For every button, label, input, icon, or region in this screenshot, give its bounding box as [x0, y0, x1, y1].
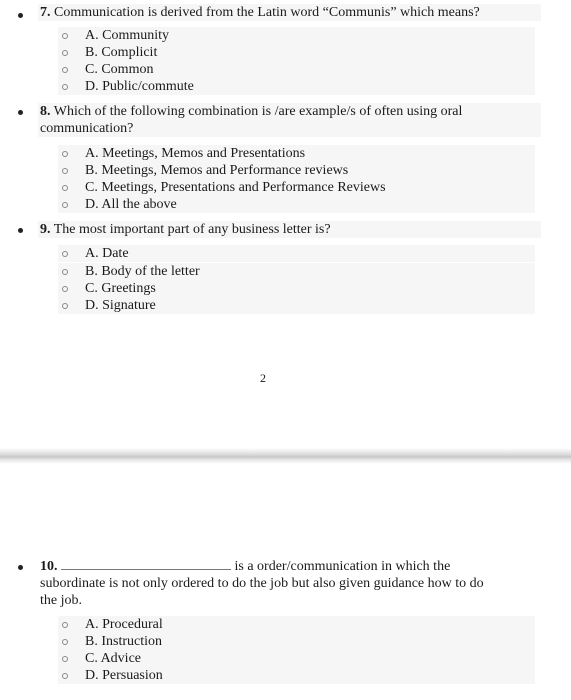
option-label: C. Meetings, Presentations and Performance Reviews — [85, 180, 386, 195]
option-label: A. Community — [85, 28, 170, 43]
option — [58, 297, 535, 314]
bullet — [18, 228, 23, 233]
question-body-line1: Which of the following combination is /are example/s of often using oral — [53, 104, 463, 119]
option — [58, 44, 535, 61]
question-number: 10. — [40, 559, 58, 574]
option — [58, 162, 535, 179]
question-number: 8. — [40, 104, 51, 119]
question-body-line2: communication? — [40, 121, 134, 136]
bullet — [18, 565, 23, 570]
option — [58, 667, 535, 684]
page-number: 2 — [260, 371, 266, 385]
option-label: B. Body of the letter — [85, 264, 200, 279]
circle-bullet-icon — [62, 151, 68, 157]
option-label: A. Meetings, Memos and Presentations — [85, 146, 306, 161]
answer-blank — [61, 557, 231, 570]
option — [58, 263, 535, 280]
question-number: 7. — [40, 5, 51, 20]
option-label: D. All the above — [85, 197, 177, 212]
option — [58, 179, 535, 196]
circle-bullet-icon — [62, 251, 68, 257]
option — [58, 650, 535, 667]
circle-bullet-icon — [62, 50, 68, 56]
circle-bullet-icon — [62, 33, 68, 39]
option-label: D. Public/commute — [85, 79, 194, 94]
option — [58, 633, 535, 650]
option-label: B. Complicit — [85, 45, 158, 60]
option-label: C. Advice — [85, 651, 141, 666]
question-text — [38, 557, 541, 609]
option-label: B. Instruction — [85, 634, 162, 649]
option-label: D. Signature — [85, 298, 156, 313]
question-body: The most important part of any business letter is? — [53, 222, 331, 237]
circle-bullet-icon — [62, 202, 68, 208]
bullet — [18, 13, 23, 18]
circle-bullet-icon — [62, 656, 68, 662]
option — [58, 616, 535, 633]
option — [58, 196, 535, 213]
circle-bullet-icon — [62, 185, 68, 191]
question-body-line1: is a order/communication in which the — [234, 559, 451, 574]
circle-bullet-icon — [62, 286, 68, 292]
circle-bullet-icon — [62, 67, 68, 73]
option — [58, 61, 535, 78]
circle-bullet-icon — [62, 269, 68, 275]
question-body-line2: subordinate is not only ordered to do the job but also given guidance how to do — [40, 576, 484, 591]
question-text — [38, 103, 541, 137]
option — [58, 245, 535, 262]
question-text — [38, 4, 541, 21]
circle-bullet-icon — [62, 673, 68, 679]
question-body-line3: the job. — [40, 593, 82, 608]
question-text — [38, 221, 541, 238]
circle-bullet-icon — [62, 84, 68, 90]
option-label: D. Persuasion — [85, 668, 163, 683]
option-label: C. Greetings — [85, 281, 156, 296]
option-label: C. Common — [85, 62, 154, 77]
page-separator — [0, 448, 571, 464]
option-label: A. Date — [85, 246, 129, 261]
option-label: B. Meetings, Memos and Performance reviews — [85, 163, 349, 178]
question-number: 9. — [40, 222, 51, 237]
option — [58, 27, 535, 44]
circle-bullet-icon — [62, 639, 68, 645]
circle-bullet-icon — [62, 622, 68, 628]
option-label: A. Procedural — [85, 617, 163, 632]
option — [58, 145, 535, 162]
question-body: Communication is derived from the Latin word “Communis” which means? — [54, 5, 480, 20]
circle-bullet-icon — [62, 168, 68, 174]
option — [58, 280, 535, 297]
circle-bullet-icon — [62, 303, 68, 309]
bullet — [18, 110, 23, 115]
option — [58, 78, 535, 95]
